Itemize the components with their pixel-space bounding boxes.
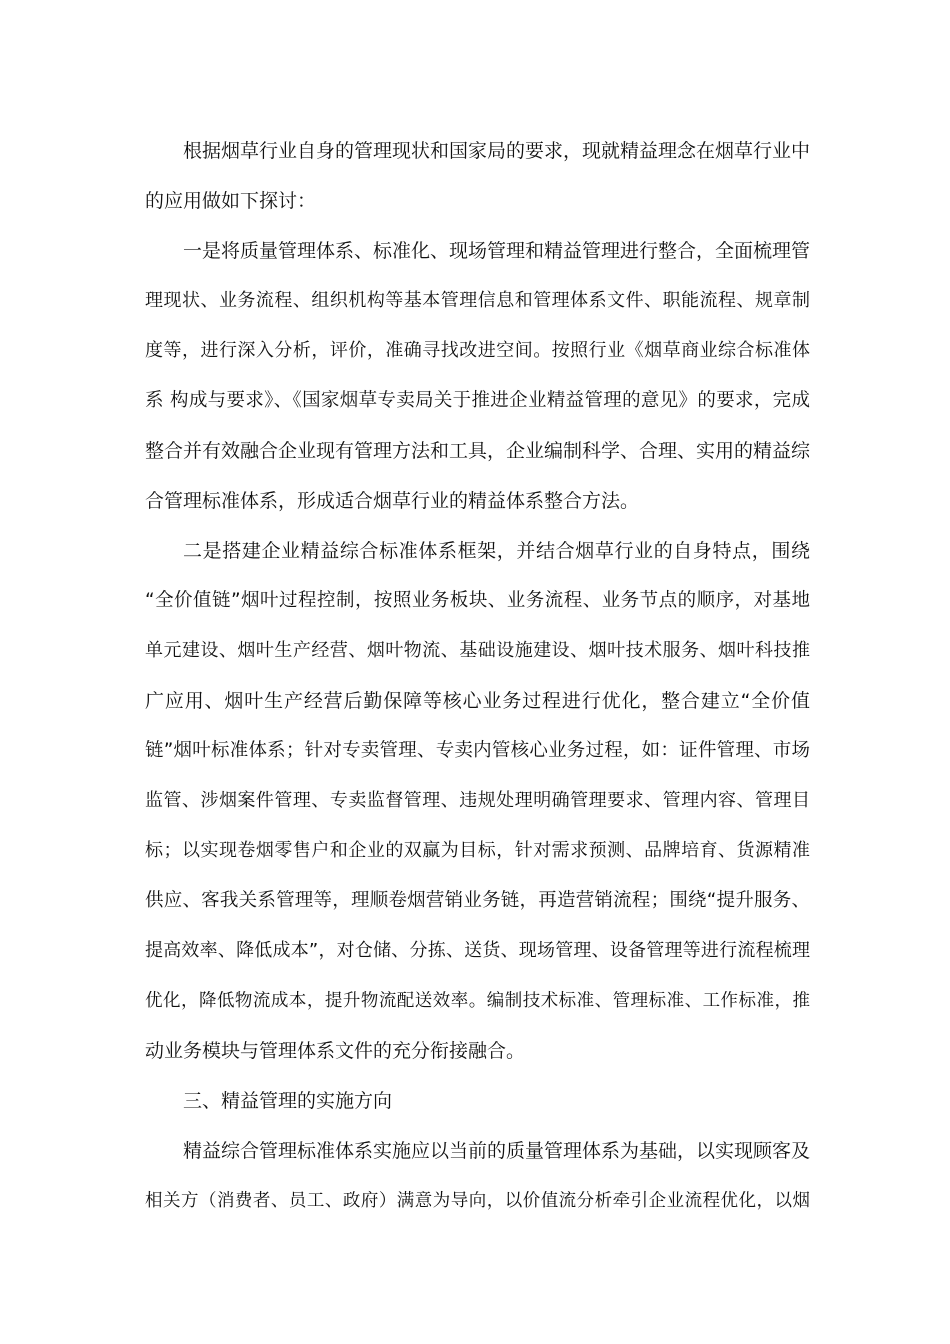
document-page	[145, 126, 810, 1226]
text-line: 监管、涉烟案件管理、专卖监督管理、违规处理明确管理要求、管理内容、管理目	[145, 790, 810, 811]
text-line: 精益综合管理标准体系实施应以当前的质量管理体系为基础，以实现顾客及	[183, 1140, 810, 1162]
text-line: 供应、客我关系管理等，理顺卷烟营销业务链，再造营销流程；围绕“提升服务、	[145, 890, 810, 911]
text-line: 系 构成与要求》、《国家烟草专卖局关于推进企业精益管理的意见》的要求，完成	[145, 390, 810, 411]
text-line: “全价值链”烟叶过程控制，按照业务板块、业务流程、业务节点的顺序，对基地	[145, 590, 810, 611]
text-line: 度等，进行深入分析，评价，准确寻找改进空间。按照行业《烟草商业综合标准体	[145, 340, 810, 361]
text-line: 动业务模块与管理体系文件的充分衔接融合。	[145, 1040, 526, 1062]
text-line: 三、精益管理的实施方向	[183, 1090, 393, 1112]
text-line: 广应用、烟叶生产经营后勤保障等核心业务过程进行优化，整合建立“全价值	[145, 690, 810, 712]
text-line: 理现状、业务流程、组织机构等基本管理信息和管理体系文件、职能流程、规章制	[145, 290, 810, 311]
text-line: 根据烟草行业自身的管理现状和国家局的要求，现就精益理念在烟草行业中	[183, 140, 810, 162]
text-line: 优化，降低物流成本，提升物流配送效率。编制技术标准、管理标准、工作标准，推	[145, 991, 810, 1011]
text-line: 二是搭建企业精益综合标准体系框架，并结合烟草行业的自身特点，围绕	[183, 540, 810, 562]
text-line: 提高效率、降低成本”，对仓储、分拣、送货、现场管理、设备管理等进行流程梳理	[145, 940, 810, 961]
text-line: 相关方（消费者、员工、政府）满意为导向，以价值流分析牵引企业流程优化，以烟	[145, 1191, 810, 1211]
text-line: 单元建设、烟叶生产经营、烟叶物流、基础设施建设、烟叶技术服务、烟叶科技推	[145, 640, 810, 661]
text-line: 一是将质量管理体系、标准化、现场管理和精益管理进行整合，全面梳理管	[183, 240, 810, 262]
text-line: 链”烟叶标准体系；针对专卖管理、专卖内管核心业务过程，如：证件管理、市场	[145, 740, 810, 761]
text-line: 合管理标准体系，形成适合烟草行业的精益体系整合方法。	[145, 490, 640, 512]
text-line: 的应用做如下探讨：	[145, 190, 317, 212]
text-line: 标；以实现卷烟零售户和企业的双赢为目标，针对需求预测、品牌培育、货源精准	[145, 840, 810, 861]
text-line: 整合并有效融合企业现有管理方法和工具，企业编制科学、合理、实用的精益综	[145, 440, 810, 462]
